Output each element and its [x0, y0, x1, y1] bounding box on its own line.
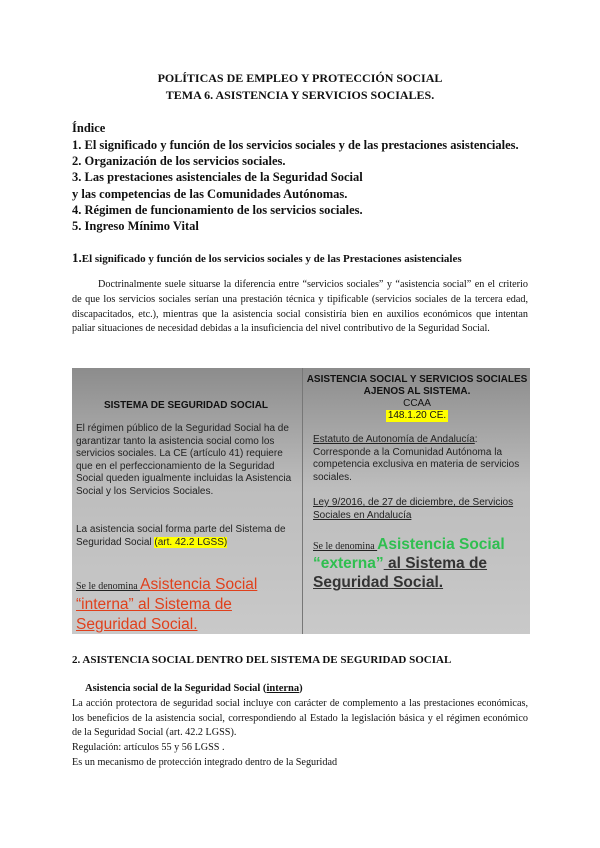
- section1-paragraph: Doctrinalmente suele situarse la diferencia entre “servicios sociales” y “asistencia social” en el criterio de que los servicios sociales serían una prestación técnica y tipificable (servicios sociales de la tercera edad, discapacitados, etc.), mientras que la asistencia social consistiría bien en auxilios económicos que intentan paliar situaciones de necesidad debidas a la insuficiencia del nivel contributivo de la Seguridad Social.: [72, 279, 528, 335]
- section2-body: [72, 697, 528, 771]
- section2-paragraph: La acción protectora de seguridad social incluye con carácter de complemento a las prestaciones económicas, los beneficios de la asistencia social, correspondiendo al Estado la legislación básica y el régimen económico de la Seguridad Social (art. 42.2 LGSS).: [72, 698, 528, 739]
- left-body-2-reference: (art. 42.2 LGSS): [154, 536, 228, 548]
- subheading-underlined: interna: [266, 683, 300, 694]
- left-denomination-name: Asistencia Social “interna” al Sistema de Seguridad Social.: [76, 576, 258, 633]
- left-body-2-text: La asistencia social forma parte del Sistema de Seguridad Social: [76, 524, 286, 548]
- right-statute-title: Estatuto de Autonomía de Andalucía: [313, 434, 475, 445]
- index-item: 1. El significado y función de los servicios sociales y de las prestaciones asistenciales.: [72, 138, 519, 152]
- right-denomination: [313, 536, 533, 593]
- right-heading-block: [303, 374, 531, 422]
- panel-right-column: [302, 368, 531, 634]
- section2-subheading: [85, 683, 303, 694]
- section1-number: 1.: [72, 250, 82, 265]
- left-body-2: [76, 524, 298, 549]
- index-item: 2. Organización de los servicios sociales.: [72, 154, 286, 169]
- right-statute: [313, 434, 527, 484]
- index-heading: Índice: [72, 121, 106, 135]
- right-statute-text: : Corresponde a la Comunidad Autónoma la competencia exclusiva en materia de servicios sociales.: [313, 434, 520, 483]
- section2-heading: 2. ASISTENCIA SOCIAL DENTRO DEL SISTEMA DE SEGURIDAD SOCIAL: [72, 654, 452, 666]
- index-item: 5. Ingreso Mínimo Vital: [72, 219, 199, 234]
- left-denomination: [76, 576, 300, 636]
- comparison-panel: [72, 368, 530, 634]
- right-denomination-rest: al Sistema de Seguridad Social.: [313, 555, 488, 591]
- right-ccaa: CCAA: [403, 398, 431, 409]
- right-denomination-green: Asistencia Social “externa”: [313, 536, 505, 572]
- right-heading: ASISTENCIA SOCIAL Y SERVICIOS SOCIALES AJENOS AL SISTEMA.: [306, 374, 528, 397]
- section2-mechanism: Es un mecanismo de protección integrado dentro de la Seguridad: [72, 756, 338, 768]
- right-denomination-prefix: Se le denomina: [313, 541, 378, 552]
- right-article: 148.1.20 CE.: [387, 410, 447, 421]
- document-title-line2: TEMA 6. ASISTENCIA Y SERVICIOS SOCIALES.: [165, 88, 435, 102]
- index-list: [72, 137, 519, 234]
- document-title-line1: POLÍTICAS DE EMPLEO Y PROTECCIÓN SOCIAL: [157, 71, 443, 85]
- section1-heading: [72, 250, 462, 266]
- section1-title: El significado y función de los servicios sociales y de las Prestaciones asistenciales: [81, 253, 462, 265]
- index-item: y las competencias de las Comunidades Autónomas.: [72, 186, 348, 201]
- left-body: El régimen público de la Seguridad Social ha de garantizar tanto la asistencia social como los servicios sociales. La CE (artículo 41) requiere que en el perfeccionamiento de la Seguridad Social queden igualmente incluidas la Asistencia Social y los Servicios Sociales.: [76, 423, 292, 497]
- subheading-post: ): [299, 683, 303, 694]
- index-item: 3. Las prestaciones asistenciales de la Seguridad Social: [72, 170, 363, 185]
- right-law: Ley 9/2016, de 27 de diciembre, de Servicios Sociales en Andalucía: [313, 497, 514, 521]
- subheading-pre: Asistencia social de la Seguridad Social (: [85, 683, 267, 694]
- section2-regulation: Regulación: artículos 55 y 56 LGSS .: [72, 742, 225, 754]
- left-heading: SISTEMA DE SEGURIDAD SOCIAL: [103, 400, 269, 411]
- panel-left-column: [72, 368, 300, 634]
- left-denomination-prefix: Se le denomina: [76, 581, 141, 592]
- index-item: 4. Régimen de funcionamiento de los servicios sociales.: [72, 202, 363, 217]
